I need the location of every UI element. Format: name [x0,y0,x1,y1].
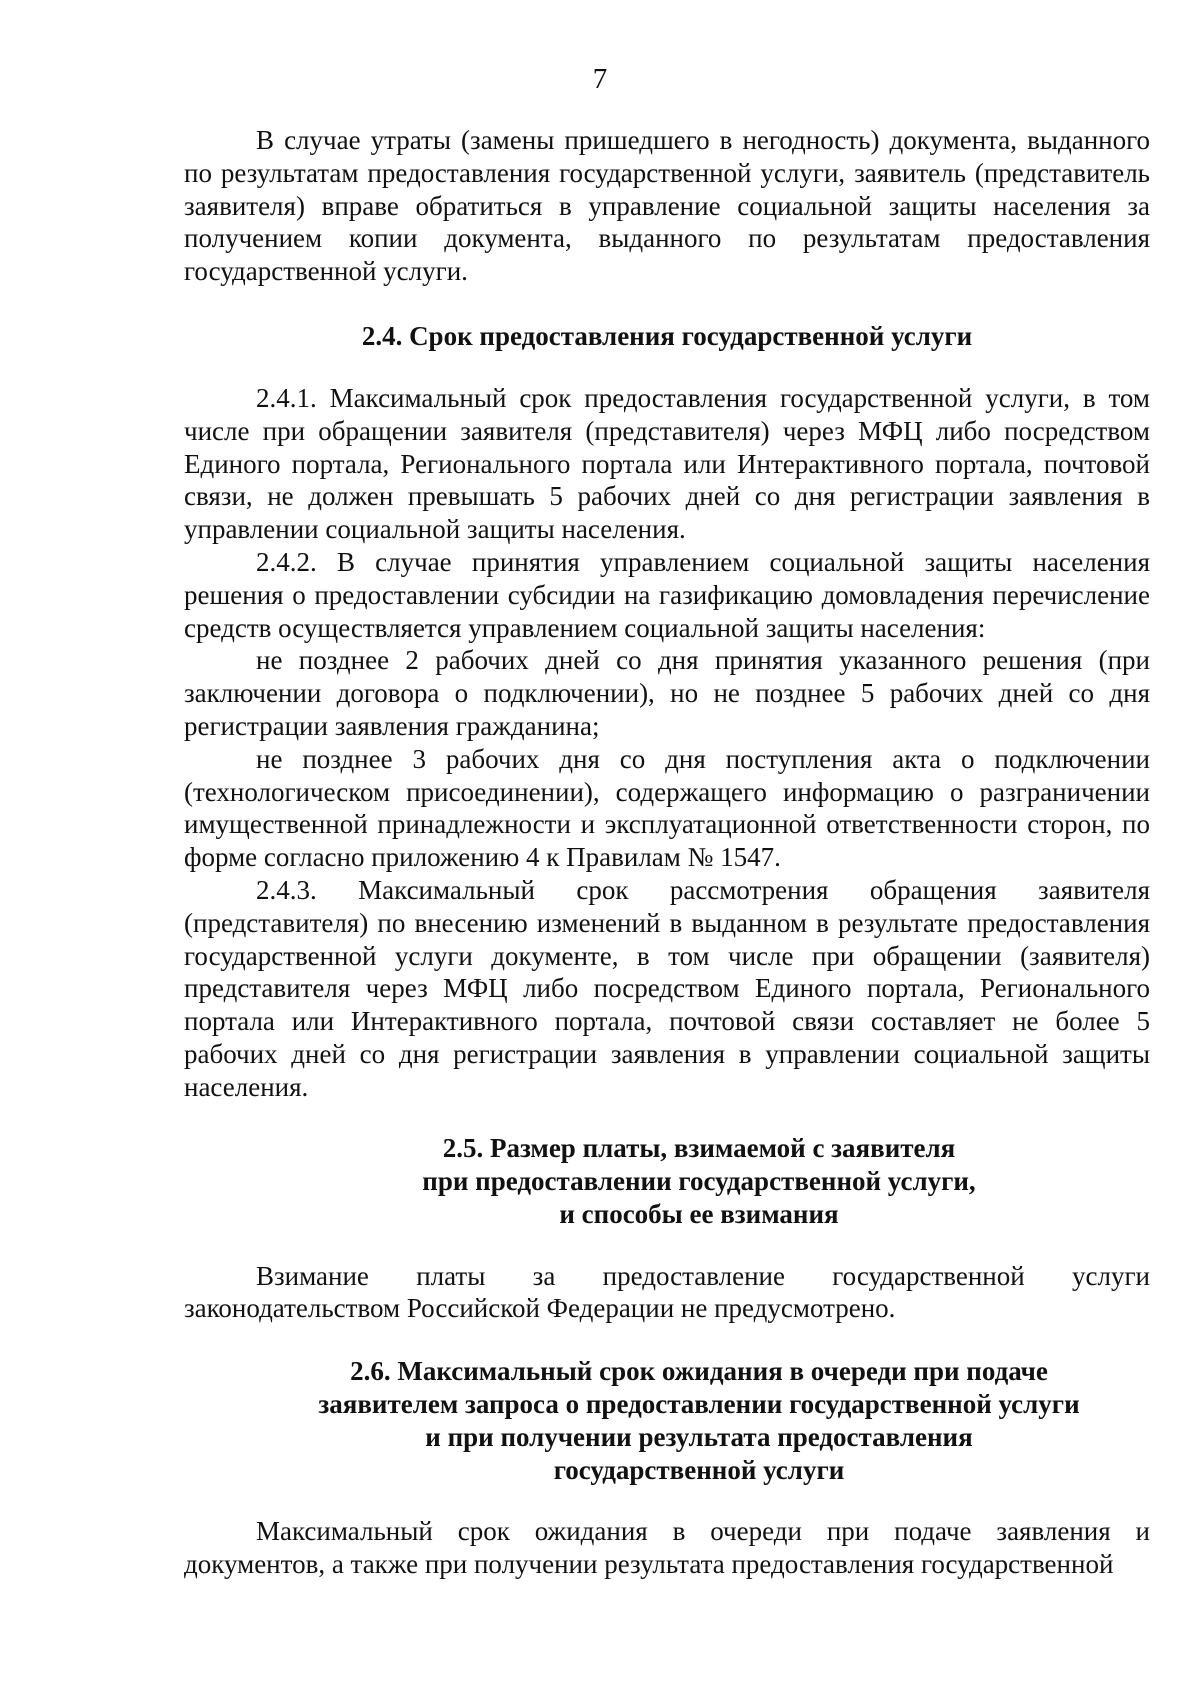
section-2-6-heading [184,1355,1150,1487]
section-2-6-heading-line-3: и при получении результата предоставления [425,1422,973,1453]
section-2-6-paragraph: Максимальный срок ожидания в очереди при подаче заявления и документов, а также при получении результата предоставления государственной [184,1516,1150,1579]
section-2-4-2-item-2: не позднее 3 рабочих дня со дня поступления акта о подключении (технологическом присоединении), содержащего информацию о разграничении имущественной принадлежности и эксплуатационной ответственности сторон, по форме согласно приложению 4 к Правилам № 1547. [184,743,1150,873]
document-body [184,124,1150,1581]
section-2-4-1-paragraph: 2.4.1. Максимальный срок предоставления государственной услуги, в том числе при обращении заявителя (представителя) через МФЦ либо посредством Единого портала, Регионального портала или Интерактивного портала, почтовой связи, не должен превышать 5 рабочих дней со дня регистрации заявления в управлении социальной защиты населения. [184,382,1150,545]
section-2-5-heading-line-2: при предоставлении государственной услуги, [422,1165,976,1196]
section-2-5-heading-line-3: и способы ее взимания [559,1198,839,1229]
section-2-5-heading-line-1: 2.5. Размер платы, взимаемой с заявителя [442,1132,956,1163]
section-2-4-heading: 2.4. Срок предоставления государственной услуги [361,320,973,351]
section-2-5-heading [184,1132,1150,1231]
section-2-6-heading-line-4: государственной услуги [553,1455,845,1486]
intro-paragraph: В случае утраты (замены пришедшего в негодность) документа, выданного по результатам предоставления государственной услуги, заявитель (представитель заявителя) вправе обратиться в управление социальной защиты населения за получением копии документа, выданного по результатам предоставления государственной услуги. [184,125,1150,287]
section-2-5-paragraph: Взимание платы за предоставление государственной услуги законодательством Российской Федерации не предусмотрено. [184,1260,1150,1324]
section-2-4-2-item-1: не позднее 2 рабочих дней со дня принятия указанного решения (при заключении договора о подключении), но не позднее 5 рабочих дней со дня регистрации заявления гражданина; [184,645,1150,741]
section-2-4-2-paragraph: 2.4.2. В случае принятия управлением социальной защиты населения решения о предоставлении субсидии на газификацию домовладения перечисление средств осуществляется управлением социальной защиты населения: [184,546,1150,643]
section-2-6-heading-line-2: заявителем запроса о предоставлении государственной услуги [318,1389,1080,1420]
section-2-4-3-paragraph: 2.4.3. Максимальный срок рассмотрения обращения заявителя (представителя) по внесению изменений в выданном в результате предоставления государственной услуги документе, в том числе при обращении (заявителя) представителя через МФЦ либо посредством Единого портала, Регионального портала или Интерактивного портала, почтовой связи составляет не более 5 рабочих дней со дня регистрации заявления в управлении социальной защиты населения. [184,874,1150,1102]
page-number: 7 [592,63,608,95]
section-2-6-heading-line-1: 2.6. Максимальный срок ожидания в очереди при подаче [350,1356,1048,1387]
